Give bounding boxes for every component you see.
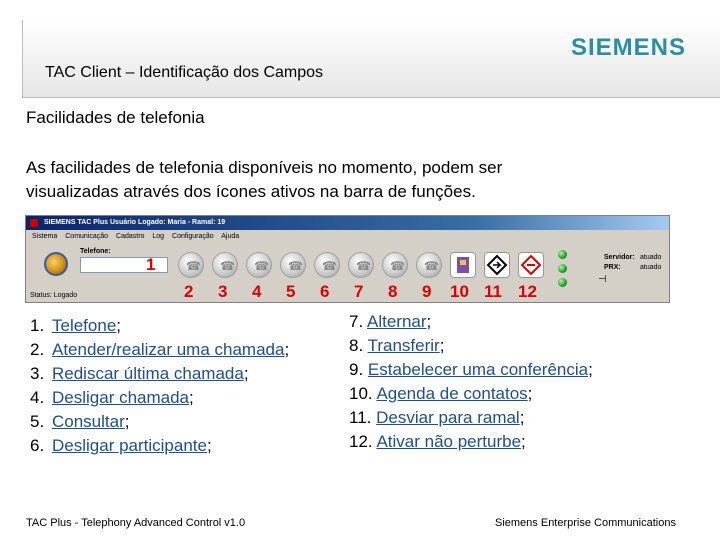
list-item [349, 310, 593, 334]
list-item [30, 362, 289, 386]
callout-number-11: 11 [484, 282, 502, 301]
list-item [349, 382, 593, 406]
feature-link-conferencia[interactable]: Estabelecer uma conferência [367, 360, 589, 379]
callout-number-2: 2 [184, 282, 194, 301]
divert-button[interactable] [484, 252, 510, 278]
toolbar [26, 244, 669, 290]
feature-link-desviar[interactable]: Desviar para ramal [376, 408, 520, 427]
list-suffix: ; [284, 340, 290, 359]
feature-link-transferir[interactable]: Transferir [367, 336, 440, 355]
list-suffix: ; [527, 384, 533, 403]
list-suffix: ; [521, 432, 526, 451]
menu-bar [26, 230, 669, 244]
list-item [30, 314, 289, 338]
list-suffix: ; [243, 364, 249, 383]
contacts-button[interactable] [450, 252, 476, 278]
consult-icon: ☎ [288, 259, 303, 273]
answer-call-button[interactable] [178, 252, 204, 278]
description-line-2: visualizadas através dos ícones ativos na barra de funções. [26, 182, 476, 201]
feature-list-right [349, 310, 593, 454]
hangup-button[interactable] [246, 252, 272, 278]
phone-field-label: Telefone: [80, 248, 111, 255]
list-number: 8. [349, 336, 364, 355]
callout-number-4: 4 [252, 282, 262, 301]
list-number: 7. [349, 312, 364, 331]
list-item [30, 338, 289, 362]
menu-log[interactable]: Log [152, 233, 165, 240]
list-number: 6. [30, 436, 45, 455]
menu-sistema[interactable]: Sistema [32, 233, 58, 240]
plug-icon: ⊣ [598, 274, 607, 285]
do-not-disturb-button[interactable] [518, 252, 544, 278]
tac-client-window [25, 215, 670, 303]
telephone-icon[interactable] [44, 252, 68, 276]
feature-link-alternar[interactable]: Alternar [366, 312, 427, 331]
callout-number-5: 5 [286, 282, 296, 301]
alternate-button[interactable] [348, 252, 374, 278]
list-number: 3. [30, 364, 45, 383]
consult-button[interactable] [280, 252, 306, 278]
do-not-disturb-icon [519, 253, 543, 277]
menu-comunicacao[interactable]: Comunicação [65, 233, 109, 240]
transfer-button[interactable] [382, 252, 408, 278]
prx-value: atuado [640, 264, 662, 271]
list-item [30, 434, 289, 458]
status-led-icon [558, 250, 567, 259]
callout-number-1: 1 [146, 255, 156, 274]
menu-cadastro[interactable]: Cadastro [116, 233, 145, 240]
list-number: 12. [349, 432, 373, 451]
server-label: Servidor: [604, 254, 635, 261]
prx-label: PRX: [604, 264, 621, 271]
answer-call-icon: ☎ [186, 259, 201, 273]
feature-link-atender[interactable]: Atender/realizar uma chamada [52, 340, 285, 359]
feature-link-desligar-chamada[interactable]: Desligar chamada [52, 388, 190, 407]
status-led-icon [558, 278, 567, 287]
list-suffix: ; [426, 312, 432, 331]
list-number: 5. [30, 412, 45, 431]
menu-ajuda[interactable]: Ajuda [221, 233, 240, 240]
list-suffix: ; [189, 388, 194, 407]
list-item [349, 358, 593, 382]
disconnect-participant-icon: ☎ [322, 259, 337, 273]
status-bar: Status: Logado [30, 292, 78, 299]
feature-link-consultar[interactable]: Consultar [52, 412, 125, 431]
menu-configuracao[interactable]: Configuração [172, 233, 214, 240]
status-led-icon [558, 264, 567, 273]
list-number: 11. [349, 408, 372, 427]
callout-number-10: 10 [450, 282, 469, 301]
server-value: atuado [640, 254, 662, 261]
section-title: Facilidades de telefonia [26, 108, 205, 127]
list-suffix: ; [439, 336, 445, 355]
window-titlebar [26, 216, 669, 230]
hangup-icon: ☎ [254, 259, 269, 273]
alternate-icon: ☎ [356, 259, 371, 273]
conference-icon: ☎ [424, 259, 439, 273]
feature-link-nao-perturbe[interactable]: Ativar não perturbe [376, 432, 522, 451]
callout-number-3: 3 [218, 282, 228, 301]
list-item [349, 406, 593, 430]
redial-icon: ☎ [220, 259, 235, 273]
disconnect-participant-button[interactable] [314, 252, 340, 278]
list-suffix: ; [588, 360, 593, 379]
divert-icon [485, 253, 509, 277]
callout-number-12: 12 [518, 282, 537, 301]
transfer-icon: ☎ [390, 259, 405, 273]
conference-button[interactable] [416, 252, 442, 278]
footer-right: Siemens Enterprise Communications [495, 517, 676, 529]
callout-number-9: 9 [422, 282, 432, 301]
list-suffix: ; [124, 412, 130, 431]
feature-link-telefone[interactable]: Telefone [52, 316, 117, 335]
callout-number-8: 8 [388, 282, 398, 301]
list-suffix: ; [116, 316, 122, 335]
callout-number-6: 6 [320, 282, 330, 301]
callout-number-7: 7 [354, 282, 364, 301]
siemens-logo: SIEMENS [571, 34, 687, 61]
redial-button[interactable] [212, 252, 238, 278]
window-title: SIEMENS TAC Plus Usuário Logado: Maria - Ramal: 19 [44, 219, 226, 226]
list-number: 4. [30, 388, 45, 407]
feature-link-agenda[interactable]: Agenda de contatos [376, 384, 528, 403]
feature-link-desligar-participante[interactable]: Desligar participante [52, 436, 207, 455]
description [26, 156, 626, 204]
list-item [349, 334, 593, 358]
list-number: 10. [349, 384, 373, 403]
list-number: 9. [349, 360, 364, 379]
list-item [30, 386, 289, 410]
list-number: 1. [30, 316, 45, 335]
contacts-icon [451, 253, 475, 277]
list-suffix: ; [519, 408, 525, 427]
list-item [349, 430, 593, 454]
feature-list-left [30, 314, 289, 458]
description-line-1: As facilidades de telefonia disponíveis no momento, podem ser [26, 158, 503, 177]
app-icon [30, 219, 38, 227]
list-item [30, 410, 289, 434]
footer-left: TAC Plus - Telephony Advanced Control v1.0 [26, 517, 246, 529]
list-number: 2. [30, 340, 45, 359]
list-suffix: ; [206, 436, 212, 455]
feature-link-rediscar[interactable]: Rediscar última chamada [52, 364, 244, 383]
slide-title: TAC Client – Identificação dos Campos [45, 64, 324, 81]
